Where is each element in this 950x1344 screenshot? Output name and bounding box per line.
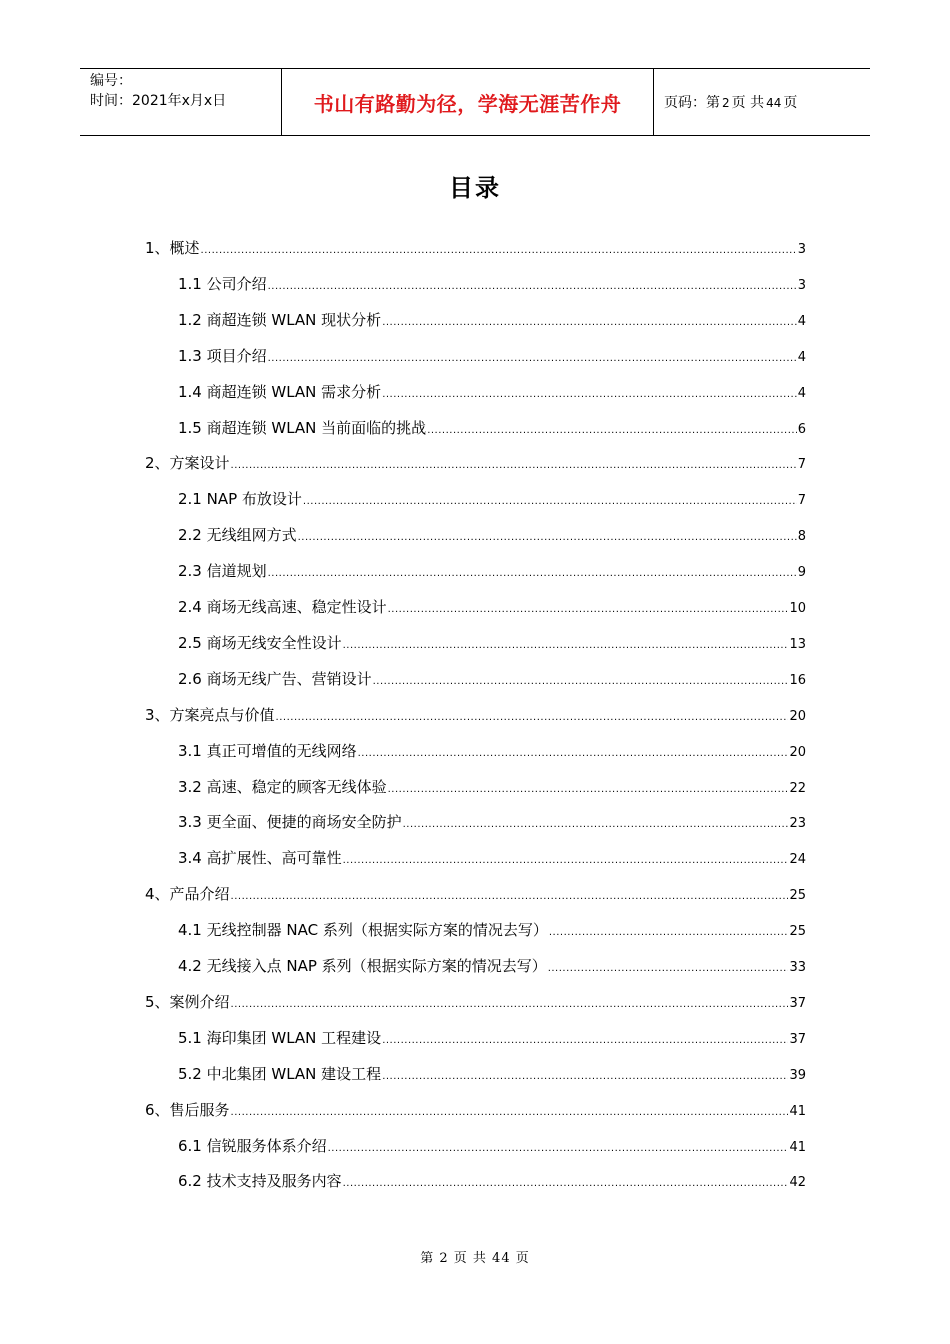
toc-entry[interactable] — [178, 596, 806, 632]
toc-entry[interactable] — [178, 488, 806, 524]
toc-entry[interactable] — [178, 847, 806, 883]
toc-entry-page: 16 — [789, 672, 806, 688]
toc-leader-dots — [231, 891, 789, 902]
toc-entry-title: 3.2 高速、稳定的顾客无线体验 — [178, 777, 387, 796]
toc-entry-title: 2.3 信道规划 — [178, 562, 267, 581]
toc-entry-title: 1.2 商超连锁 WLAN 现状分析 — [178, 310, 382, 329]
toc-entry-page: 7 — [797, 457, 806, 473]
toc-leader-dots — [343, 1178, 789, 1189]
toc-entry-page: 24 — [789, 852, 806, 868]
toc-entry-title: 2、方案设计 — [145, 454, 230, 473]
toc-entry-page: 41 — [789, 1139, 806, 1155]
toc-entry-page: 42 — [789, 1175, 806, 1191]
toc-entry[interactable] — [145, 991, 806, 1027]
toc-entry[interactable] — [178, 1027, 806, 1063]
toc-entry-title: 1.4 商超连锁 WLAN 需求分析 — [178, 382, 382, 401]
toc-leader-dots — [298, 532, 797, 543]
toc-entry[interactable] — [178, 668, 806, 704]
toc-leader-dots — [373, 676, 789, 687]
toc-leader-dots — [343, 640, 789, 651]
toc-entry-page: 13 — [789, 636, 806, 652]
toc-entry-page: 4 — [797, 313, 806, 329]
toc-entry-title: 2.4 商场无线高速、稳定性设计 — [178, 598, 387, 616]
toc-entry-title: 3.1 真正可增值的无线网络 — [178, 741, 357, 760]
toc-entry-title: 5.1 海印集团 WLAN 工程建设 — [178, 1028, 382, 1047]
toc-entry[interactable] — [178, 273, 806, 309]
toc-leader-dots — [382, 317, 797, 328]
toc-entry-page: 7 — [797, 493, 806, 509]
toc-entry-page: 39 — [789, 1067, 806, 1083]
toc-leader-dots — [276, 712, 789, 723]
toc-entry[interactable] — [178, 1063, 806, 1099]
toc-entry[interactable] — [178, 417, 806, 453]
header-page-prefix: 页码：第 — [664, 95, 720, 111]
toc-leader-dots — [549, 927, 789, 938]
toc-leader-dots — [382, 1071, 788, 1082]
toc-entry-page: 37 — [789, 1031, 806, 1047]
toc-leader-dots — [231, 1107, 789, 1118]
toc-leader-dots — [231, 460, 797, 471]
toc-entry-page: 20 — [789, 708, 806, 724]
toc-entry-page: 6 — [797, 421, 806, 437]
toc-entry[interactable] — [178, 345, 806, 381]
toc-entry[interactable] — [178, 524, 806, 560]
toc-entry-page: 23 — [789, 816, 806, 832]
toc-entry-page: 20 — [789, 744, 806, 760]
toc-entry[interactable] — [178, 560, 806, 596]
toc-entry[interactable] — [145, 452, 806, 488]
toc-entry-page: 4 — [797, 385, 806, 401]
toc-entry-title: 1.1 公司介绍 — [178, 274, 267, 293]
toc-leader-dots — [328, 1143, 789, 1154]
toc-leader-dots — [358, 748, 789, 759]
toc-leader-dots — [382, 1035, 788, 1046]
page-header — [80, 68, 870, 136]
toc-entry[interactable] — [145, 704, 806, 740]
header-page-info — [654, 69, 870, 135]
toc-leader-dots — [388, 604, 789, 615]
page-footer: 第 2 页 共 44 页 — [420, 1251, 530, 1266]
header-motto-cell — [282, 69, 654, 135]
toc-entry-page: 33 — [789, 960, 806, 975]
toc-leader-dots — [268, 353, 797, 364]
toc-entry-title: 3、方案亮点与价值 — [145, 705, 275, 724]
header-page-current: 2 — [722, 96, 730, 110]
toc-entry-page: 25 — [789, 924, 806, 940]
toc-entry-page: 3 — [797, 242, 806, 257]
toc-entry[interactable] — [178, 811, 806, 847]
toc-entry-page: 3 — [797, 277, 806, 293]
toc-entry-title: 2.2 无线组网方式 — [178, 526, 297, 545]
toc-entry-page: 4 — [797, 349, 806, 365]
toc-entry-page: 25 — [789, 888, 806, 904]
toc-entry-page: 37 — [789, 995, 806, 1011]
toc-entry-page: 41 — [789, 1103, 806, 1119]
toc-entry[interactable] — [178, 381, 806, 417]
toc-entry-title: 6.2 技术支持及服务内容 — [178, 1172, 342, 1191]
toc-leader-dots — [403, 819, 789, 830]
toc-leader-dots — [548, 963, 789, 974]
toc-leader-dots — [201, 245, 797, 256]
toc-entry-page: 22 — [789, 780, 806, 796]
toc-entry-title: 3.4 高扩展性、高可靠性 — [178, 849, 342, 868]
toc-leader-dots — [388, 784, 789, 795]
toc-entry-title: 2.1 NAP 布放设计 — [178, 490, 302, 509]
header-page-mid: 页 共 — [731, 95, 765, 111]
toc-leader-dots — [427, 425, 797, 436]
toc-entry-title: 6、售后服务 — [145, 1100, 230, 1119]
toc-entry-title: 4.2 无线接入点 NAP 系列（根据实际方案的情况去写） — [178, 957, 547, 975]
toc-entry[interactable] — [178, 632, 806, 668]
toc-entry-title: 4、产品介绍 — [145, 885, 230, 904]
toc-entry[interactable] — [145, 1099, 806, 1135]
header-page-suffix: 页 — [783, 95, 798, 111]
toc-entry-title: 1、概述 — [145, 239, 200, 257]
toc-leader-dots — [231, 999, 789, 1010]
toc-entry-title: 2.6 商场无线广告、营销设计 — [178, 669, 372, 688]
toc-leader-dots — [303, 496, 797, 507]
toc-leader-dots — [343, 855, 789, 866]
toc-entry[interactable] — [178, 309, 806, 345]
toc-entry-page: 9 — [797, 565, 806, 581]
header-time: 时间：2021年x月x日 — [90, 93, 227, 109]
header-meta — [80, 69, 282, 135]
toc-entry-title: 4.1 无线控制器 NAC 系列（根据实际方案的情况去写） — [178, 921, 548, 940]
toc-entry[interactable] — [145, 237, 806, 273]
toc-entry-page: 10 — [789, 601, 806, 616]
toc-entry[interactable] — [178, 919, 806, 955]
toc-entry-title: 1.5 商超连锁 WLAN 当前面临的挑战 — [178, 418, 427, 437]
toc-entry-title: 3.3 更全面、便捷的商场安全防护 — [178, 813, 402, 832]
toc-entry[interactable] — [178, 776, 806, 812]
header-motto: 书山有路勤为径，学海无涯苦作舟 — [313, 91, 622, 116]
toc-entry[interactable] — [145, 883, 806, 919]
header-page-total: 44 — [766, 96, 782, 110]
toc-entry-title: 2.5 商场无线安全性设计 — [178, 633, 342, 652]
toc-title: 目录 — [449, 174, 501, 202]
toc-leader-dots — [268, 281, 797, 292]
header-number: 编号： — [90, 73, 132, 89]
toc-entry[interactable] — [178, 1170, 806, 1206]
toc-entry-title: 1.3 项目介绍 — [178, 346, 267, 365]
toc-entry-title: 6.1 信锐服务体系介绍 — [178, 1136, 327, 1155]
toc-entry-page: 8 — [797, 529, 806, 545]
toc-entry[interactable] — [178, 955, 806, 991]
toc-entry[interactable] — [178, 1135, 806, 1171]
toc-entry-title: 5.2 中北集团 WLAN 建设工程 — [178, 1064, 382, 1083]
toc-entry-title: 5、案例介绍 — [145, 992, 230, 1011]
toc-leader-dots — [382, 389, 797, 400]
toc-entry[interactable] — [178, 740, 806, 776]
toc-leader-dots — [268, 568, 797, 579]
